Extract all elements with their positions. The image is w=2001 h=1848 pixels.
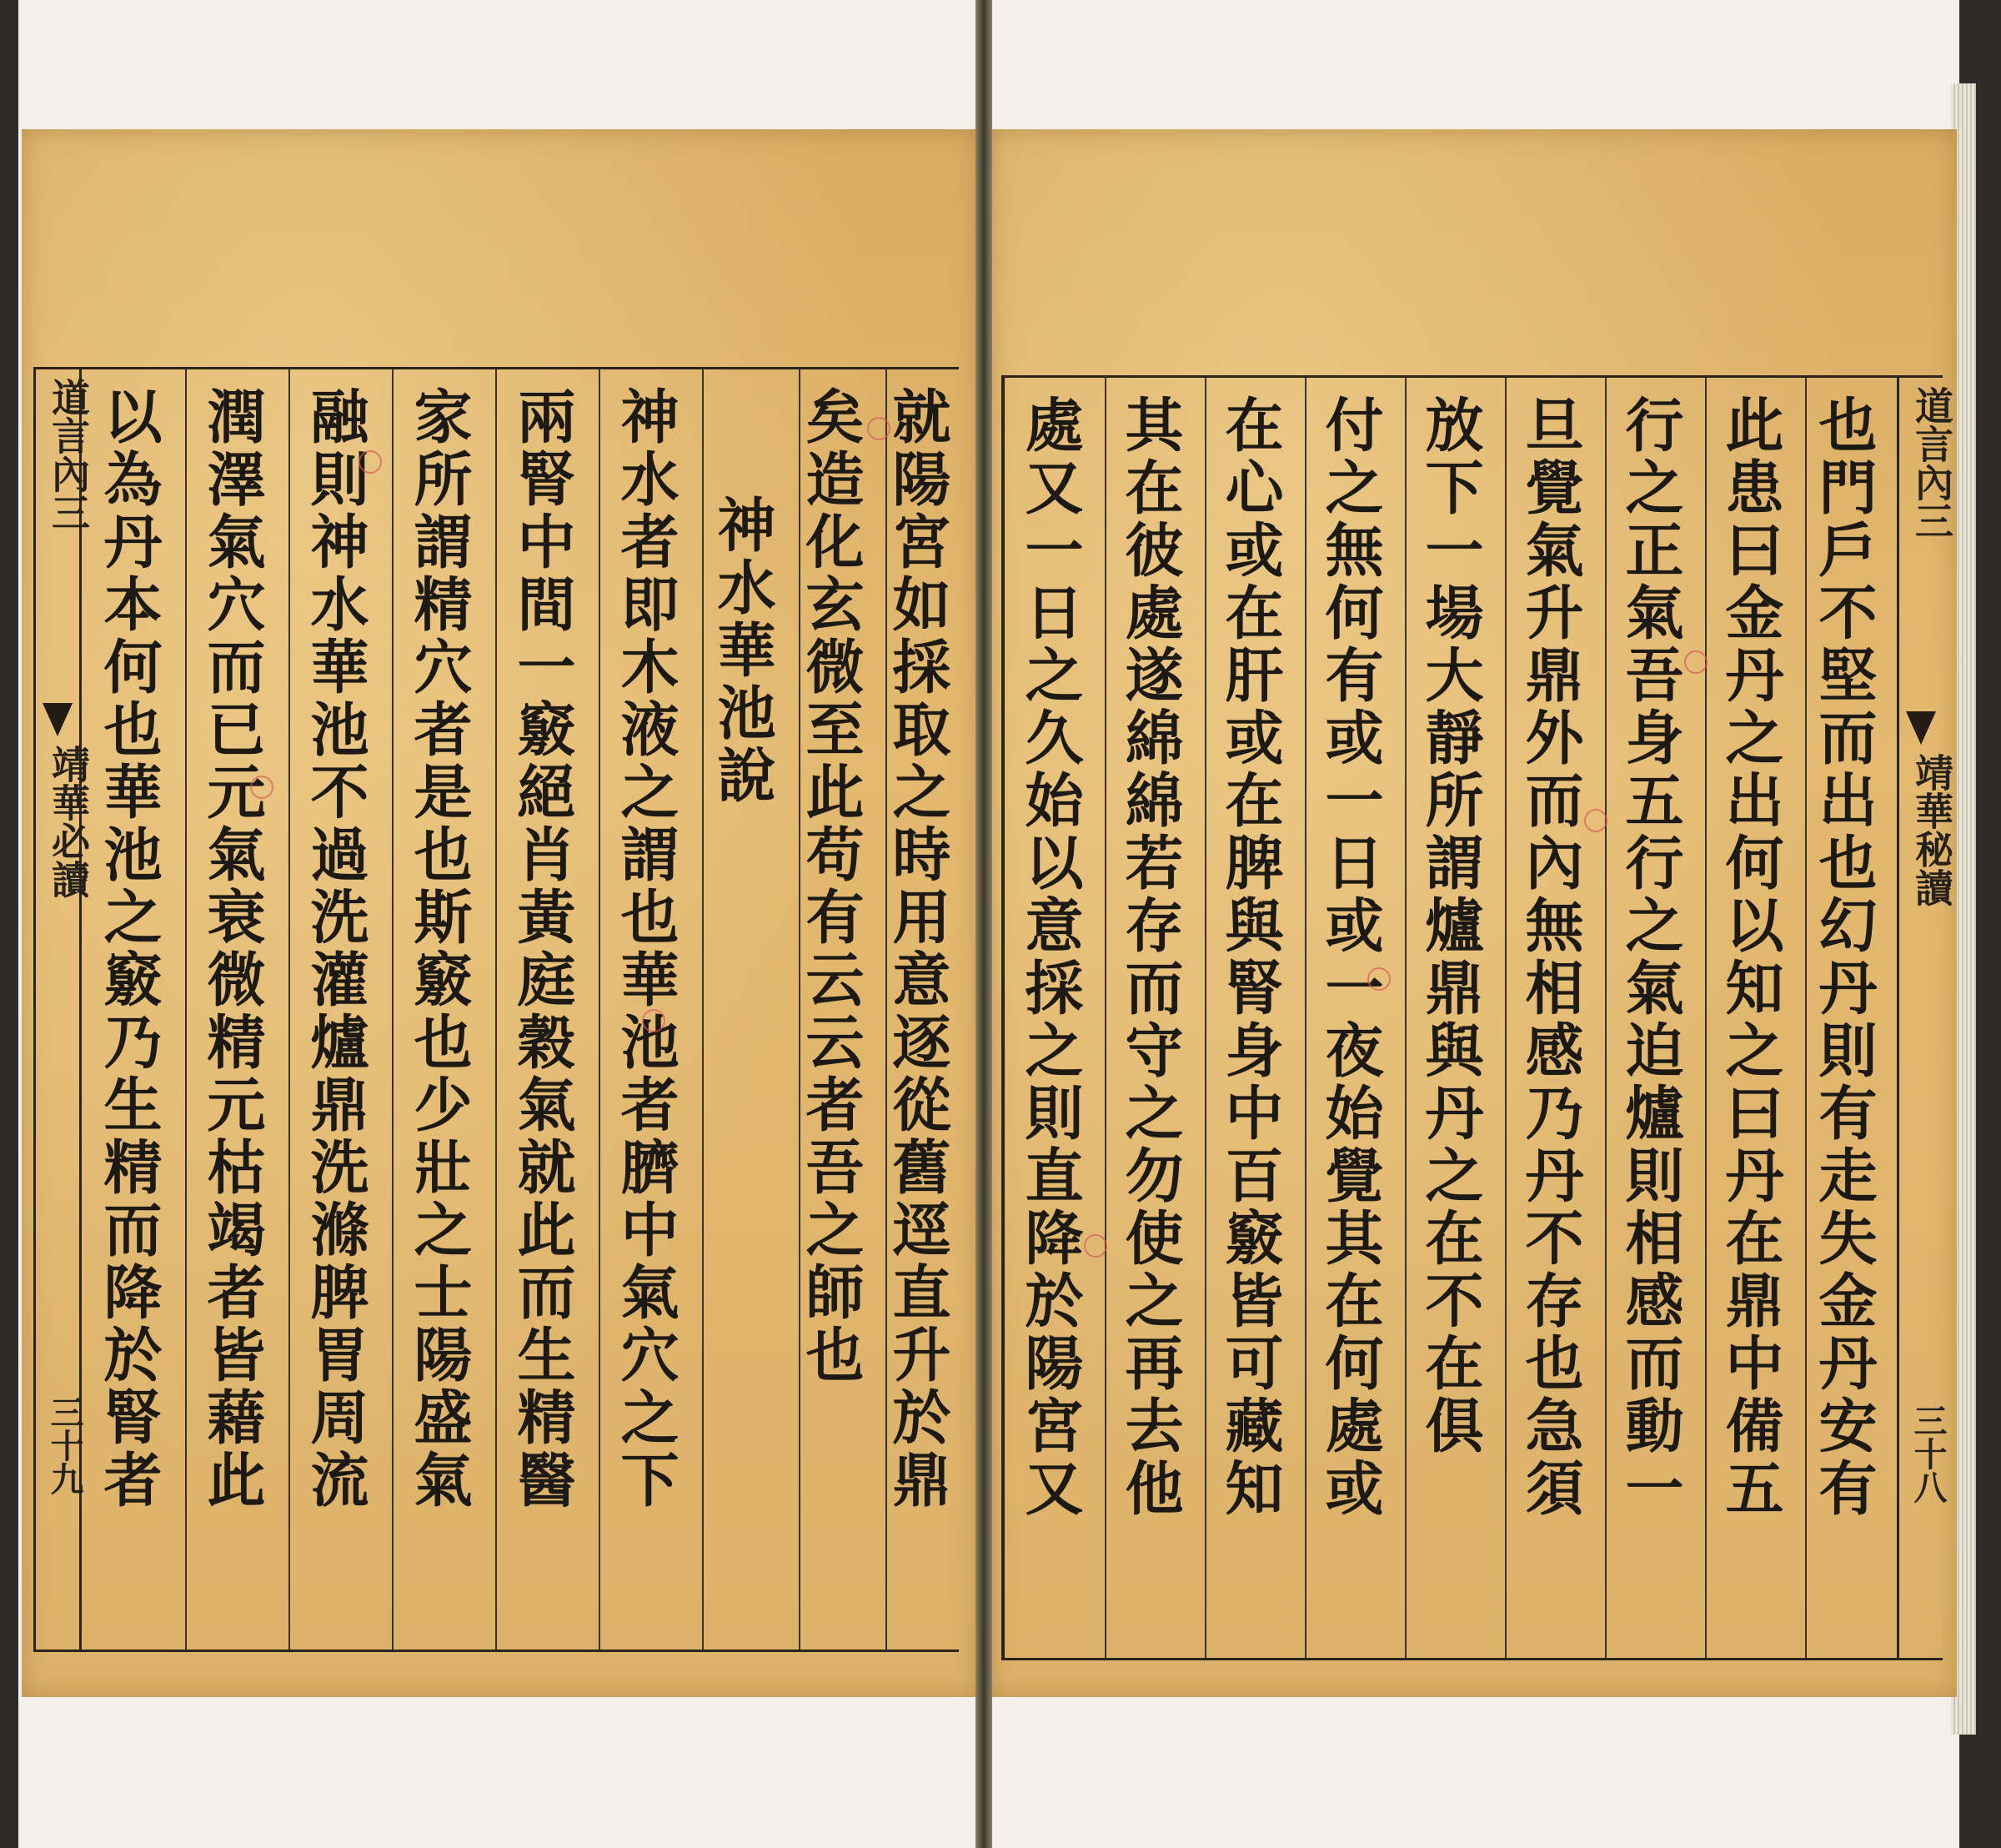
banner-title: 道言內三 [46,378,91,531]
fish-tail-mark [43,703,73,736]
red-punctuation-mark [1684,650,1708,674]
fish-tail-mark [1906,711,1936,745]
text-column: 就陽宮如採取之時用意逐從舊逕直升於鼎 [883,386,952,1512]
banner-title: 道言內三 [1909,386,1954,540]
text-column: 兩腎中間一竅絕肖黃庭穀氣就此而生精醫 [508,386,577,1512]
text-column: 行之正氣吾身五行之氣迫爐則相感而動一 [1616,394,1685,1520]
text-column: 在心或在肝或在脾與腎身中百竅皆可藏知 [1216,394,1285,1520]
text-column: 潤澤氣穴而已元氣衰微精元枯竭者皆藉此 [198,386,267,1512]
right-text-frame [1001,375,1954,1660]
text-column: 此患曰金丹之出何以知之曰丹在鼎中備五 [1716,394,1785,1520]
book-gutter [975,0,992,1848]
text-column: 也門戶不堅而出也幻丹則有走失金丹安有 [1809,394,1878,1520]
folio-number: 三十九 [45,1395,84,1495]
left-banner-column [33,369,91,1650]
red-punctuation-mark [250,776,273,799]
text-column: 矣造化玄微至此苟有云云者吾之師也 [796,386,865,1387]
text-column: 家所謂精穴者是也斯竅也少壯之士陽盛氣 [404,386,474,1512]
banner-subtitle: 靖華必讀 [46,745,91,898]
text-column: 付之無何有或一日或一夜始覺其在何處或 [1316,394,1385,1520]
text-column: 神水者即木液之謂也華池者臍中氣穴之下 [611,386,680,1512]
text-column: 處又一日之久始以意採之則直降於陽宮又 [1016,394,1085,1520]
red-punctuation-mark [1084,1234,1107,1258]
red-punctuation-mark [1584,809,1607,832]
red-punctuation-mark [1367,967,1391,991]
red-punctuation-mark [867,417,890,440]
banner-subtitle: 靖華秘讀 [1909,753,1954,906]
text-column: 其在彼處遂綿綿若存而守之勿使之再去他 [1116,394,1185,1520]
section-title: 神水華池說 [708,495,777,807]
red-punctuation-mark [359,450,382,474]
text-column: 放下一場大靜所謂爐鼎與丹之在不在俱 [1416,394,1485,1458]
text-column: 融則神水華池不過洗灌爐鼎洗滌脾胃周流 [301,386,370,1512]
left-text-frame [33,367,959,1652]
text-column: 以為丹本何也華池之竅乃生精而降於腎者 [94,386,163,1512]
left-page [22,129,978,1697]
right-banner-column [1897,378,1954,1658]
right-page [990,129,1957,1697]
red-punctuation-mark [642,1009,665,1032]
text-column: 旦覺氣升鼎外而內無相感乃丹不存也急須 [1516,394,1585,1520]
folio-number: 三十八 [1908,1404,1948,1504]
